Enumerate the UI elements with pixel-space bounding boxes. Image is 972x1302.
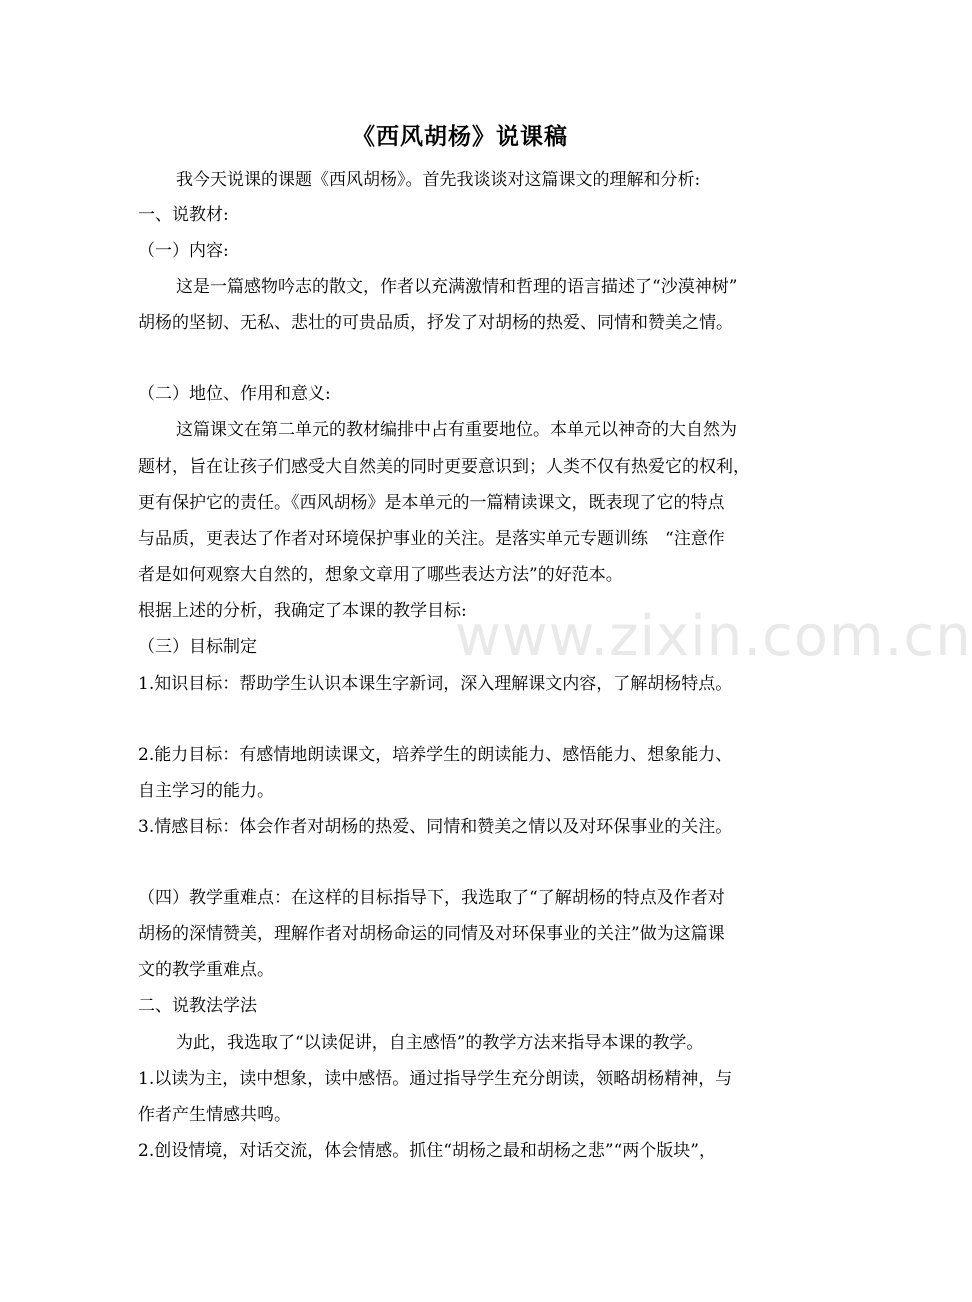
list-item: 1.以读为主，读中想象，读中感悟。通过指导学生充分朗读，领略胡杨精神，与 (138, 1069, 733, 1089)
paragraph-line: 胡杨的坚韧、无私、悲壮的可贵品质，抒发了对胡杨的热爱、同情和赞美之情。 (138, 313, 733, 333)
paragraph-line: 文的教学重难点。 (138, 960, 274, 980)
paragraph-line: 为此，我选取了“以读促讲，自主感悟”的教学方法来指导本课的教学。 (176, 1033, 704, 1053)
list-item: 1.知识目标：帮助学生认识本课生字新词，深入理解课文内容，了解胡杨特点。 (138, 674, 733, 694)
list-item: 2.创设情境，对话交流，体会情感。抓住“胡杨之最和胡杨之悲”“两个版块”， (138, 1141, 716, 1161)
section-heading: 二、说教法学法 (138, 996, 257, 1016)
paragraph-line: 者是如何观察大自然的，想象文章用了哪些表达方法”的好范本。 (138, 565, 623, 585)
watermark: www.zixin.com.cn (455, 604, 972, 669)
paragraph-line: 更有保护它的责任。《西风胡杨》是本单元的一篇精读课文，既表现了它的特点 (138, 493, 725, 513)
subsection-heading: （四）教学重难点：在这样的目标指导下，我选取了“了解胡杨的特点及作者对 (138, 888, 725, 908)
paragraph-line: 与品质，更表达了作者对环境保护事业的关注。是落实单元专题训练 “注意作 (138, 529, 725, 549)
list-item-continuation: 作者产生情感共鸣。 (138, 1105, 291, 1125)
paragraph-line: 这是一篇感物吟志的散文，作者以充满激情和哲理的语言描述了“沙漠神树” (176, 277, 738, 297)
subsection-heading: （三）目标制定 (138, 637, 257, 657)
list-item: 3.情感目标：体会作者对胡杨的热爱、同情和赞美之情以及对环保事业的关注。 (138, 817, 733, 837)
paragraph-line: 我今天说课的课题《西风胡杨》。首先我谈谈对这篇课文的理解和分析: (176, 170, 701, 190)
subsection-heading: （二）地位、作用和意义: (138, 384, 331, 404)
paragraph-line: 题材，旨在让孩子们感受大自然美的同时更要意识到；人类不仅有热爱它的权利， (138, 457, 750, 477)
paragraph-line: 这篇课文在第二单元的教材编排中占有重要地位。本单元以神奇的大自然为 (176, 420, 737, 440)
subsection-heading: （一）内容: (138, 241, 229, 261)
section-heading: 一、说教材: (138, 205, 229, 225)
document-title: 《西风胡杨》说课稿 (352, 123, 568, 150)
paragraph-line: 根据上述的分析，我确定了本课的教学目标: (138, 601, 467, 621)
list-item: 2.能力目标：有感情地朗读课文，培养学生的朗读能力、感悟能力、想象能力、 (138, 745, 733, 765)
list-item-continuation: 自主学习的能力。 (138, 781, 274, 801)
paragraph-line: 胡杨的深情赞美，理解作者对胡杨命运的同情及对环保事业的关注”做为这篇课 (138, 924, 725, 944)
